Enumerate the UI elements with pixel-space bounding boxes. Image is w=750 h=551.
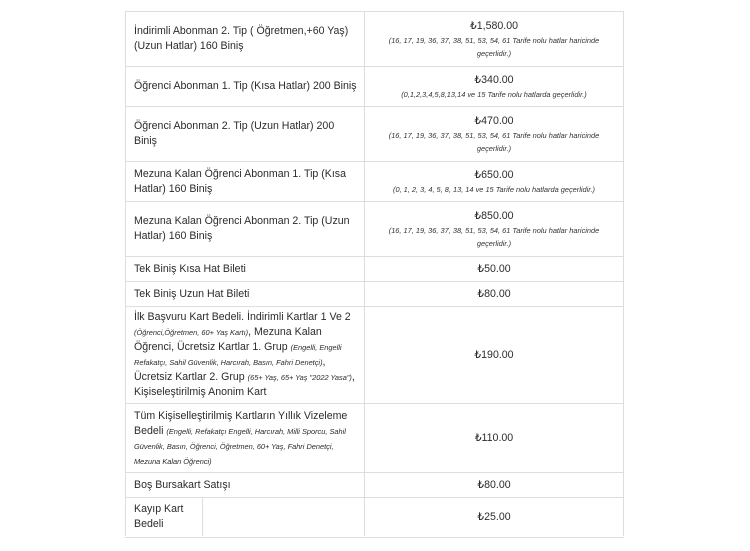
card-fee-text-3: , Ücretsiz Kartlar 2. Grup	[134, 356, 326, 383]
fare-name: Tek Biniş Uzun Hat Bileti	[125, 282, 365, 306]
fare-price-cell	[365, 473, 624, 497]
fare-price: ₺850.00	[474, 209, 514, 222]
fare-price: ₺650.00	[474, 168, 514, 181]
visa-fee-note: (Engelli, Refakatçı Engelli, Harcırah, Milli Sporcu, Sahil Güvenlik, Basın, Öğrenci, Öğretmen, 60+ Yaş, Fahri Denetçi, Mezuna Kalan Öğrenci)	[134, 427, 346, 466]
fare-note: (16, 17, 19, 36, 37, 38, 51, 53, 54, 61 Tarife nolu hatlar haricinde geçerlidir.)	[388, 225, 600, 248]
card-fee-note-2: (Engelli, Engelli Refakatçı, Sahil Güvenlik, Harcırah, Basın, Fahri Denetçi)	[134, 343, 342, 367]
fare-name: Boş Bursakart Satışı	[125, 473, 365, 497]
fare-price: ₺110.00	[474, 431, 514, 444]
fare-table	[125, 11, 624, 536]
fare-price: ₺1,580.00	[470, 19, 518, 32]
table-row	[125, 257, 624, 282]
table-row	[125, 498, 624, 536]
table-row	[125, 404, 624, 473]
lost-card-split-cell	[125, 498, 365, 536]
fare-price-cell	[365, 202, 624, 256]
card-fee-text-1: İlk Başvuru Kart Bedeli. İndirimli Kartlar 1 Ve 2	[134, 311, 351, 323]
card-fee-text-4: , Kişiseleştirilmiş Anonim Kart	[134, 371, 355, 398]
fare-name: Tek Biniş Kısa Hat Bileti	[125, 257, 365, 281]
table-row	[125, 307, 624, 404]
table-row	[125, 162, 624, 202]
fare-name: Kayıp Kart Bedeli	[125, 498, 203, 536]
table-row	[125, 11, 624, 67]
fare-name: Mezuna Kalan Öğrenci Abonman 2. Tip (Uzun Hatlar) 160 Biniş	[125, 202, 365, 256]
fare-note: (0,1,2,3,4,5,8,13,14 ve 15 Tarife nolu hatlarda geçerlidir.)	[401, 89, 587, 99]
table-row	[125, 473, 624, 498]
fare-price-cell	[365, 12, 624, 66]
fare-price-cell	[365, 257, 624, 281]
fare-name: Öğrenci Abonman 1. Tip (Kısa Hatlar) 200 Biniş	[125, 67, 365, 106]
fare-name: Mezuna Kalan Öğrenci Abonman 1. Tip (Kısa Hatlar) 160 Biniş	[125, 162, 365, 201]
fare-price-cell	[365, 282, 624, 306]
table-row	[125, 67, 624, 107]
fare-price-cell	[365, 307, 624, 403]
fare-note: (16, 17, 19, 36, 37, 38, 51, 53, 54, 61 Tarife nolu hatlar haricinde geçerlidir.)	[388, 35, 600, 58]
card-fee-note-1: (Öğrenci,Öğretmen, 60+ Yaş Kartı)	[134, 328, 249, 337]
fare-price: ₺340.00	[474, 73, 514, 86]
fare-note: (16, 17, 19, 36, 37, 38, 51, 53, 54, 61 Tarife nolu hatlar haricinde geçerlidir.)	[388, 130, 600, 153]
fare-price: ₺80.00	[477, 287, 511, 300]
fare-price-cell	[365, 404, 624, 472]
table-row	[125, 107, 624, 162]
empty-cell	[203, 498, 365, 536]
visa-fee-description	[125, 404, 365, 472]
fare-price: ₺470.00	[474, 114, 514, 127]
fare-price-cell	[365, 67, 624, 106]
fare-price: ₺50.00	[477, 262, 511, 275]
divider	[125, 537, 624, 538]
table-row	[125, 282, 624, 307]
fare-price: ₺80.00	[477, 478, 511, 491]
fare-name: Öğrenci Abonman 2. Tip (Uzun Hatlar) 200 Biniş	[125, 107, 365, 161]
card-fee-text-2: , Mezuna Kalan Öğrenci, Ücretsiz Kartlar 1. Grup	[134, 326, 322, 353]
card-fee-note-3: (65+ Yaş, 65+ Yaş "2022 Yasa")	[247, 373, 352, 382]
fare-price: ₺25.00	[477, 510, 511, 523]
fare-price: ₺190.00	[474, 348, 514, 361]
fare-price-cell	[365, 498, 624, 536]
card-fee-description	[125, 307, 365, 403]
fare-name: İndirimli Abonman 2. Tip ( Öğretmen,+60 Yaş) (Uzun Hatlar) 160 Biniş	[125, 12, 365, 66]
fare-note: (0, 1, 2, 3, 4, 5, 8, 13, 14 ve 15 Tarife nolu hatlarda geçerlidir.)	[393, 184, 595, 194]
fare-price-cell	[365, 162, 624, 201]
fare-price-cell	[365, 107, 624, 161]
table-row	[125, 202, 624, 257]
visa-fee-text: Tüm Kişiselleştirilmiş Kartların Yıllık Vizeleme Bedeli	[134, 410, 348, 437]
